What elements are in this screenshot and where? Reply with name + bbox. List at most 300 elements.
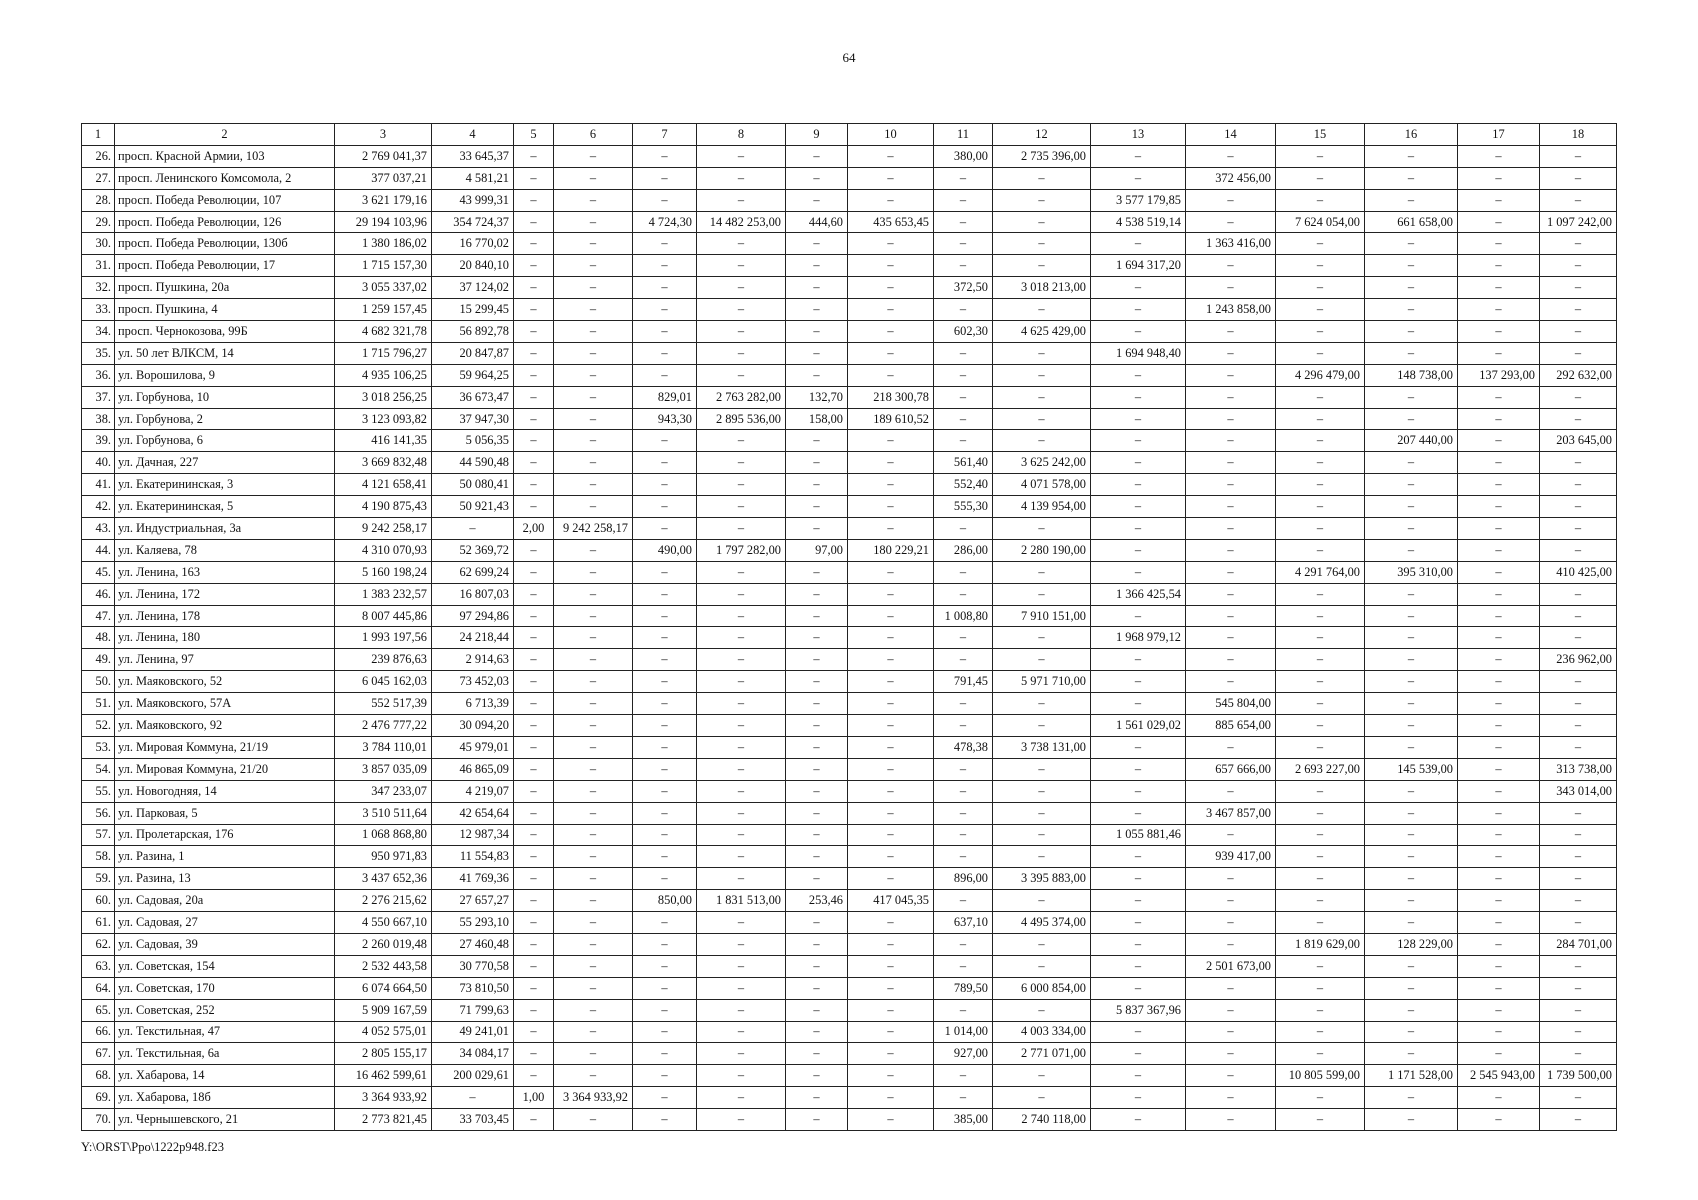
value-cell: – bbox=[1458, 430, 1540, 452]
value-cell: – bbox=[1458, 145, 1540, 167]
value-cell: – bbox=[1186, 780, 1276, 802]
value-cell: – bbox=[1276, 693, 1365, 715]
table-row bbox=[82, 1087, 1617, 1109]
value-cell: – bbox=[993, 561, 1091, 583]
value-cell: – bbox=[1091, 1021, 1186, 1043]
value-cell: 189 610,52 bbox=[848, 408, 934, 430]
value-cell: – bbox=[1365, 299, 1458, 321]
value-cell: 4 121 658,41 bbox=[335, 474, 432, 496]
value-cell: – bbox=[1458, 386, 1540, 408]
value-cell: 5 160 198,24 bbox=[335, 561, 432, 583]
value-cell: – bbox=[993, 255, 1091, 277]
value-cell: – bbox=[514, 977, 554, 999]
value-cell: – bbox=[1365, 736, 1458, 758]
value-cell: 1 097 242,00 bbox=[1540, 211, 1617, 233]
column-header: 12 bbox=[993, 124, 1091, 146]
value-cell: – bbox=[786, 255, 848, 277]
address-cell: просп. Ленинского Комсомола, 2 bbox=[115, 167, 335, 189]
value-cell: 284 701,00 bbox=[1540, 933, 1617, 955]
value-cell: 552 517,39 bbox=[335, 693, 432, 715]
value-cell: – bbox=[514, 999, 554, 1021]
value-cell: – bbox=[934, 167, 993, 189]
value-cell: – bbox=[554, 1109, 633, 1131]
value-cell: – bbox=[1365, 321, 1458, 343]
value-cell: 3 123 093,82 bbox=[335, 408, 432, 430]
value-cell: – bbox=[786, 933, 848, 955]
table-row bbox=[82, 189, 1617, 211]
row-number-cell: 52. bbox=[82, 715, 115, 737]
table-row bbox=[82, 780, 1617, 802]
address-cell: ул. Ленина, 178 bbox=[115, 605, 335, 627]
value-cell: – bbox=[514, 627, 554, 649]
value-cell: – bbox=[1091, 912, 1186, 934]
value-cell: – bbox=[1540, 1043, 1617, 1065]
value-cell: – bbox=[554, 977, 633, 999]
value-cell: 29 194 103,96 bbox=[335, 211, 432, 233]
value-cell: 444,60 bbox=[786, 211, 848, 233]
row-number-cell: 26. bbox=[82, 145, 115, 167]
value-cell: – bbox=[633, 342, 697, 364]
table-row bbox=[82, 583, 1617, 605]
value-cell: – bbox=[848, 167, 934, 189]
table-row bbox=[82, 145, 1617, 167]
address-cell: ул. Разина, 13 bbox=[115, 868, 335, 890]
value-cell: – bbox=[554, 736, 633, 758]
value-cell: – bbox=[786, 977, 848, 999]
column-header: 17 bbox=[1458, 124, 1540, 146]
column-header: 13 bbox=[1091, 124, 1186, 146]
value-cell: – bbox=[934, 824, 993, 846]
value-cell: – bbox=[514, 561, 554, 583]
value-cell: – bbox=[514, 145, 554, 167]
value-cell: 552,40 bbox=[934, 474, 993, 496]
value-cell: 1 068 868,80 bbox=[335, 824, 432, 846]
value-cell: – bbox=[554, 408, 633, 430]
value-cell: – bbox=[697, 167, 786, 189]
value-cell: – bbox=[848, 342, 934, 364]
value-cell: – bbox=[786, 364, 848, 386]
value-cell: 4 291 764,00 bbox=[1276, 561, 1365, 583]
value-cell: – bbox=[934, 430, 993, 452]
value-cell: – bbox=[848, 933, 934, 955]
value-cell: – bbox=[633, 561, 697, 583]
value-cell: – bbox=[697, 255, 786, 277]
value-cell: – bbox=[1276, 977, 1365, 999]
table-row bbox=[82, 496, 1617, 518]
value-cell: 49 241,01 bbox=[432, 1021, 514, 1043]
value-cell: 4 724,30 bbox=[633, 211, 697, 233]
value-cell: 3 621 179,16 bbox=[335, 189, 432, 211]
value-cell: – bbox=[1458, 824, 1540, 846]
value-cell: – bbox=[934, 955, 993, 977]
value-cell: – bbox=[1091, 605, 1186, 627]
value-cell: 637,10 bbox=[934, 912, 993, 934]
address-cell: ул. Горбунова, 2 bbox=[115, 408, 335, 430]
row-number-cell: 49. bbox=[82, 649, 115, 671]
value-cell: – bbox=[1540, 955, 1617, 977]
value-cell: – bbox=[554, 1065, 633, 1087]
value-cell: – bbox=[1365, 452, 1458, 474]
value-cell: 27 460,48 bbox=[432, 933, 514, 955]
value-cell: – bbox=[1091, 430, 1186, 452]
value-cell: 2,00 bbox=[514, 518, 554, 540]
address-cell: ул. Чернышевского, 21 bbox=[115, 1109, 335, 1131]
value-cell: – bbox=[554, 758, 633, 780]
value-cell: – bbox=[848, 189, 934, 211]
value-cell: – bbox=[1276, 518, 1365, 540]
value-cell: – bbox=[633, 496, 697, 518]
value-cell: – bbox=[1458, 583, 1540, 605]
value-cell: – bbox=[1186, 1065, 1276, 1087]
footer-file-path: Y:\ORST\Ppo\1222p948.f23 bbox=[81, 1140, 224, 1154]
value-cell: – bbox=[993, 627, 1091, 649]
value-cell: – bbox=[1458, 255, 1540, 277]
value-cell: – bbox=[1458, 780, 1540, 802]
value-cell: – bbox=[934, 299, 993, 321]
row-number-cell: 40. bbox=[82, 452, 115, 474]
value-cell: 2 914,63 bbox=[432, 649, 514, 671]
value-cell: – bbox=[1276, 145, 1365, 167]
value-cell: – bbox=[1186, 145, 1276, 167]
value-cell: – bbox=[848, 912, 934, 934]
value-cell: 5 971 710,00 bbox=[993, 671, 1091, 693]
value-cell: 4 625 429,00 bbox=[993, 321, 1091, 343]
value-cell: – bbox=[633, 999, 697, 1021]
value-cell: 4 310 070,93 bbox=[335, 539, 432, 561]
value-cell: – bbox=[848, 955, 934, 977]
value-cell: – bbox=[934, 342, 993, 364]
value-cell: – bbox=[1365, 912, 1458, 934]
value-cell: 4 003 334,00 bbox=[993, 1021, 1091, 1043]
value-cell: 33 703,45 bbox=[432, 1109, 514, 1131]
row-number-cell: 47. bbox=[82, 605, 115, 627]
table-row bbox=[82, 649, 1617, 671]
value-cell: – bbox=[1458, 518, 1540, 540]
value-cell: – bbox=[934, 189, 993, 211]
value-cell: 343 014,00 bbox=[1540, 780, 1617, 802]
value-cell: 3 669 832,48 bbox=[335, 452, 432, 474]
value-cell: – bbox=[934, 211, 993, 233]
value-cell: – bbox=[633, 299, 697, 321]
row-number-cell: 55. bbox=[82, 780, 115, 802]
row-number-cell: 62. bbox=[82, 933, 115, 955]
value-cell: 3 510 511,64 bbox=[335, 802, 432, 824]
value-cell: – bbox=[993, 386, 1091, 408]
value-cell: – bbox=[848, 758, 934, 780]
address-cell: ул. Парковая, 5 bbox=[115, 802, 335, 824]
table-row bbox=[82, 518, 1617, 540]
value-cell: – bbox=[1540, 518, 1617, 540]
value-cell: 372,50 bbox=[934, 277, 993, 299]
value-cell: – bbox=[993, 955, 1091, 977]
value-cell: 4 219,07 bbox=[432, 780, 514, 802]
value-cell: – bbox=[786, 846, 848, 868]
value-cell: – bbox=[554, 452, 633, 474]
value-cell: – bbox=[786, 912, 848, 934]
value-cell: – bbox=[1186, 364, 1276, 386]
value-cell: – bbox=[1091, 1087, 1186, 1109]
value-cell: – bbox=[633, 145, 697, 167]
table-row bbox=[82, 693, 1617, 715]
value-cell: 4 190 875,43 bbox=[335, 496, 432, 518]
value-cell: – bbox=[786, 474, 848, 496]
value-cell: 1 819 629,00 bbox=[1276, 933, 1365, 955]
value-cell: 1 055 881,46 bbox=[1091, 824, 1186, 846]
value-cell: – bbox=[633, 364, 697, 386]
value-cell: – bbox=[1540, 912, 1617, 934]
value-cell: – bbox=[934, 583, 993, 605]
value-cell: 9 242 258,17 bbox=[554, 518, 633, 540]
value-cell: – bbox=[1091, 955, 1186, 977]
value-cell: – bbox=[993, 1087, 1091, 1109]
value-cell: – bbox=[1365, 474, 1458, 496]
value-cell: 3 467 857,00 bbox=[1186, 802, 1276, 824]
value-cell: 1 993 197,56 bbox=[335, 627, 432, 649]
row-number-cell: 65. bbox=[82, 999, 115, 1021]
table-row bbox=[82, 868, 1617, 890]
value-cell: – bbox=[1458, 539, 1540, 561]
value-cell: – bbox=[514, 1043, 554, 1065]
table-row bbox=[82, 890, 1617, 912]
row-number-cell: 50. bbox=[82, 671, 115, 693]
row-number-cell: 29. bbox=[82, 211, 115, 233]
value-cell: – bbox=[1540, 342, 1617, 364]
value-cell: – bbox=[697, 233, 786, 255]
value-cell: – bbox=[786, 167, 848, 189]
value-cell: – bbox=[697, 627, 786, 649]
value-cell: – bbox=[514, 539, 554, 561]
value-cell: – bbox=[1540, 1087, 1617, 1109]
value-cell: – bbox=[1365, 167, 1458, 189]
table-row bbox=[82, 167, 1617, 189]
column-header: 8 bbox=[697, 124, 786, 146]
value-cell: – bbox=[1091, 1043, 1186, 1065]
value-cell: – bbox=[1365, 342, 1458, 364]
value-cell: – bbox=[1458, 167, 1540, 189]
value-cell: – bbox=[1540, 1109, 1617, 1131]
value-cell: – bbox=[934, 627, 993, 649]
table-row bbox=[82, 824, 1617, 846]
row-number-cell: 33. bbox=[82, 299, 115, 321]
value-cell: – bbox=[993, 211, 1091, 233]
row-number-cell: 60. bbox=[82, 890, 115, 912]
value-cell: – bbox=[786, 583, 848, 605]
value-cell: – bbox=[1458, 977, 1540, 999]
row-number-cell: 32. bbox=[82, 277, 115, 299]
value-cell: – bbox=[1276, 474, 1365, 496]
column-header: 7 bbox=[633, 124, 697, 146]
value-cell: – bbox=[514, 430, 554, 452]
column-header: 14 bbox=[1186, 124, 1276, 146]
value-cell: – bbox=[697, 189, 786, 211]
address-cell: ул. Советская, 252 bbox=[115, 999, 335, 1021]
value-cell: 20 847,87 bbox=[432, 342, 514, 364]
column-header: 4 bbox=[432, 124, 514, 146]
value-cell: 1 715 157,30 bbox=[335, 255, 432, 277]
value-cell: – bbox=[993, 802, 1091, 824]
value-cell: 200 029,61 bbox=[432, 1065, 514, 1087]
value-cell: 385,00 bbox=[934, 1109, 993, 1131]
value-cell: – bbox=[1365, 1087, 1458, 1109]
value-cell: – bbox=[514, 167, 554, 189]
table-row bbox=[82, 1109, 1617, 1131]
row-number-cell: 61. bbox=[82, 912, 115, 934]
value-cell: – bbox=[1458, 1109, 1540, 1131]
address-cell: ул. Мировая Коммуна, 21/19 bbox=[115, 736, 335, 758]
value-cell: – bbox=[1458, 627, 1540, 649]
value-cell: 12 987,34 bbox=[432, 824, 514, 846]
column-header: 3 bbox=[335, 124, 432, 146]
value-cell: – bbox=[514, 1021, 554, 1043]
value-cell: – bbox=[697, 999, 786, 1021]
value-cell: – bbox=[993, 758, 1091, 780]
value-cell: – bbox=[848, 627, 934, 649]
row-number-cell: 39. bbox=[82, 430, 115, 452]
value-cell: 478,38 bbox=[934, 736, 993, 758]
value-cell: 2 769 041,37 bbox=[335, 145, 432, 167]
row-number-cell: 69. bbox=[82, 1087, 115, 1109]
value-cell: 5 909 167,59 bbox=[335, 999, 432, 1021]
value-cell: – bbox=[633, 627, 697, 649]
value-cell: 791,45 bbox=[934, 671, 993, 693]
value-cell: – bbox=[1458, 868, 1540, 890]
value-cell: – bbox=[554, 999, 633, 1021]
value-cell: – bbox=[934, 255, 993, 277]
table-row bbox=[82, 605, 1617, 627]
value-cell: – bbox=[848, 693, 934, 715]
address-cell: просп. Победа Революции, 130б bbox=[115, 233, 335, 255]
value-cell: 395 310,00 bbox=[1365, 561, 1458, 583]
table-row bbox=[82, 561, 1617, 583]
value-cell: 180 229,21 bbox=[848, 539, 934, 561]
value-cell: – bbox=[1458, 736, 1540, 758]
value-cell: – bbox=[1458, 277, 1540, 299]
address-cell: ул. Ленина, 97 bbox=[115, 649, 335, 671]
value-cell: 1 008,80 bbox=[934, 605, 993, 627]
value-cell: 1 968 979,12 bbox=[1091, 627, 1186, 649]
value-cell: – bbox=[1186, 605, 1276, 627]
address-cell: ул. Горбунова, 6 bbox=[115, 430, 335, 452]
table-row bbox=[82, 321, 1617, 343]
value-cell: – bbox=[1540, 255, 1617, 277]
table-row bbox=[82, 408, 1617, 430]
value-cell: – bbox=[1540, 890, 1617, 912]
value-cell: – bbox=[993, 693, 1091, 715]
value-cell: – bbox=[848, 1109, 934, 1131]
value-cell: – bbox=[514, 364, 554, 386]
value-cell: – bbox=[697, 474, 786, 496]
value-cell: – bbox=[554, 189, 633, 211]
value-cell: – bbox=[934, 233, 993, 255]
value-cell: 37 947,30 bbox=[432, 408, 514, 430]
value-cell: – bbox=[554, 342, 633, 364]
value-cell: – bbox=[514, 255, 554, 277]
value-cell: – bbox=[786, 189, 848, 211]
value-cell: – bbox=[633, 868, 697, 890]
value-cell: – bbox=[1186, 408, 1276, 430]
value-cell: – bbox=[934, 780, 993, 802]
value-cell: 16 770,02 bbox=[432, 233, 514, 255]
page-number: 64 bbox=[842, 50, 856, 65]
value-cell: – bbox=[697, 912, 786, 934]
value-cell: – bbox=[848, 299, 934, 321]
value-cell: – bbox=[514, 299, 554, 321]
value-cell: – bbox=[934, 999, 993, 1021]
value-cell: – bbox=[1091, 780, 1186, 802]
value-cell: 2 532 443,58 bbox=[335, 955, 432, 977]
value-cell: – bbox=[848, 846, 934, 868]
address-cell: ул. Дачная, 227 bbox=[115, 452, 335, 474]
value-cell: 97 294,86 bbox=[432, 605, 514, 627]
column-header: 11 bbox=[934, 124, 993, 146]
address-cell: ул. Хабарова, 14 bbox=[115, 1065, 335, 1087]
value-cell: 128 229,00 bbox=[1365, 933, 1458, 955]
value-cell: 1 366 425,54 bbox=[1091, 583, 1186, 605]
row-number-cell: 45. bbox=[82, 561, 115, 583]
value-cell: – bbox=[633, 933, 697, 955]
value-cell: 45 979,01 bbox=[432, 736, 514, 758]
value-cell: – bbox=[993, 846, 1091, 868]
value-cell: – bbox=[514, 1065, 554, 1087]
value-cell: – bbox=[633, 955, 697, 977]
column-header: 6 bbox=[554, 124, 633, 146]
value-cell: – bbox=[697, 496, 786, 518]
value-cell: – bbox=[1458, 299, 1540, 321]
value-cell: 3 625 242,00 bbox=[993, 452, 1091, 474]
value-cell: – bbox=[1186, 496, 1276, 518]
value-cell: 1 797 282,00 bbox=[697, 539, 786, 561]
value-cell: 30 770,58 bbox=[432, 955, 514, 977]
value-cell: 1 561 029,02 bbox=[1091, 715, 1186, 737]
value-cell: – bbox=[514, 758, 554, 780]
column-header: 16 bbox=[1365, 124, 1458, 146]
value-cell: – bbox=[633, 1109, 697, 1131]
value-cell: – bbox=[554, 824, 633, 846]
value-cell: – bbox=[514, 233, 554, 255]
value-cell: – bbox=[633, 824, 697, 846]
value-cell: – bbox=[554, 933, 633, 955]
value-cell: – bbox=[1276, 277, 1365, 299]
value-cell: – bbox=[934, 386, 993, 408]
value-cell: – bbox=[554, 386, 633, 408]
value-cell: 3 018 213,00 bbox=[993, 277, 1091, 299]
value-cell: – bbox=[633, 321, 697, 343]
value-cell: 34 084,17 bbox=[432, 1043, 514, 1065]
value-cell: – bbox=[786, 321, 848, 343]
value-cell: 2 476 777,22 bbox=[335, 715, 432, 737]
value-cell: – bbox=[554, 364, 633, 386]
value-cell: – bbox=[554, 780, 633, 802]
value-cell: – bbox=[993, 364, 1091, 386]
value-cell: 158,00 bbox=[786, 408, 848, 430]
table-row bbox=[82, 539, 1617, 561]
value-cell: 56 892,78 bbox=[432, 321, 514, 343]
table-row bbox=[82, 386, 1617, 408]
value-cell: – bbox=[514, 583, 554, 605]
value-cell: 490,00 bbox=[633, 539, 697, 561]
value-cell: 4 052 575,01 bbox=[335, 1021, 432, 1043]
value-cell: – bbox=[633, 846, 697, 868]
table-row bbox=[82, 955, 1617, 977]
value-cell: – bbox=[514, 824, 554, 846]
value-cell: – bbox=[993, 649, 1091, 671]
table-row bbox=[82, 1021, 1617, 1043]
value-cell: – bbox=[554, 846, 633, 868]
value-cell: – bbox=[1365, 955, 1458, 977]
value-cell: – bbox=[934, 846, 993, 868]
value-cell: – bbox=[514, 868, 554, 890]
row-number-cell: 57. bbox=[82, 824, 115, 846]
